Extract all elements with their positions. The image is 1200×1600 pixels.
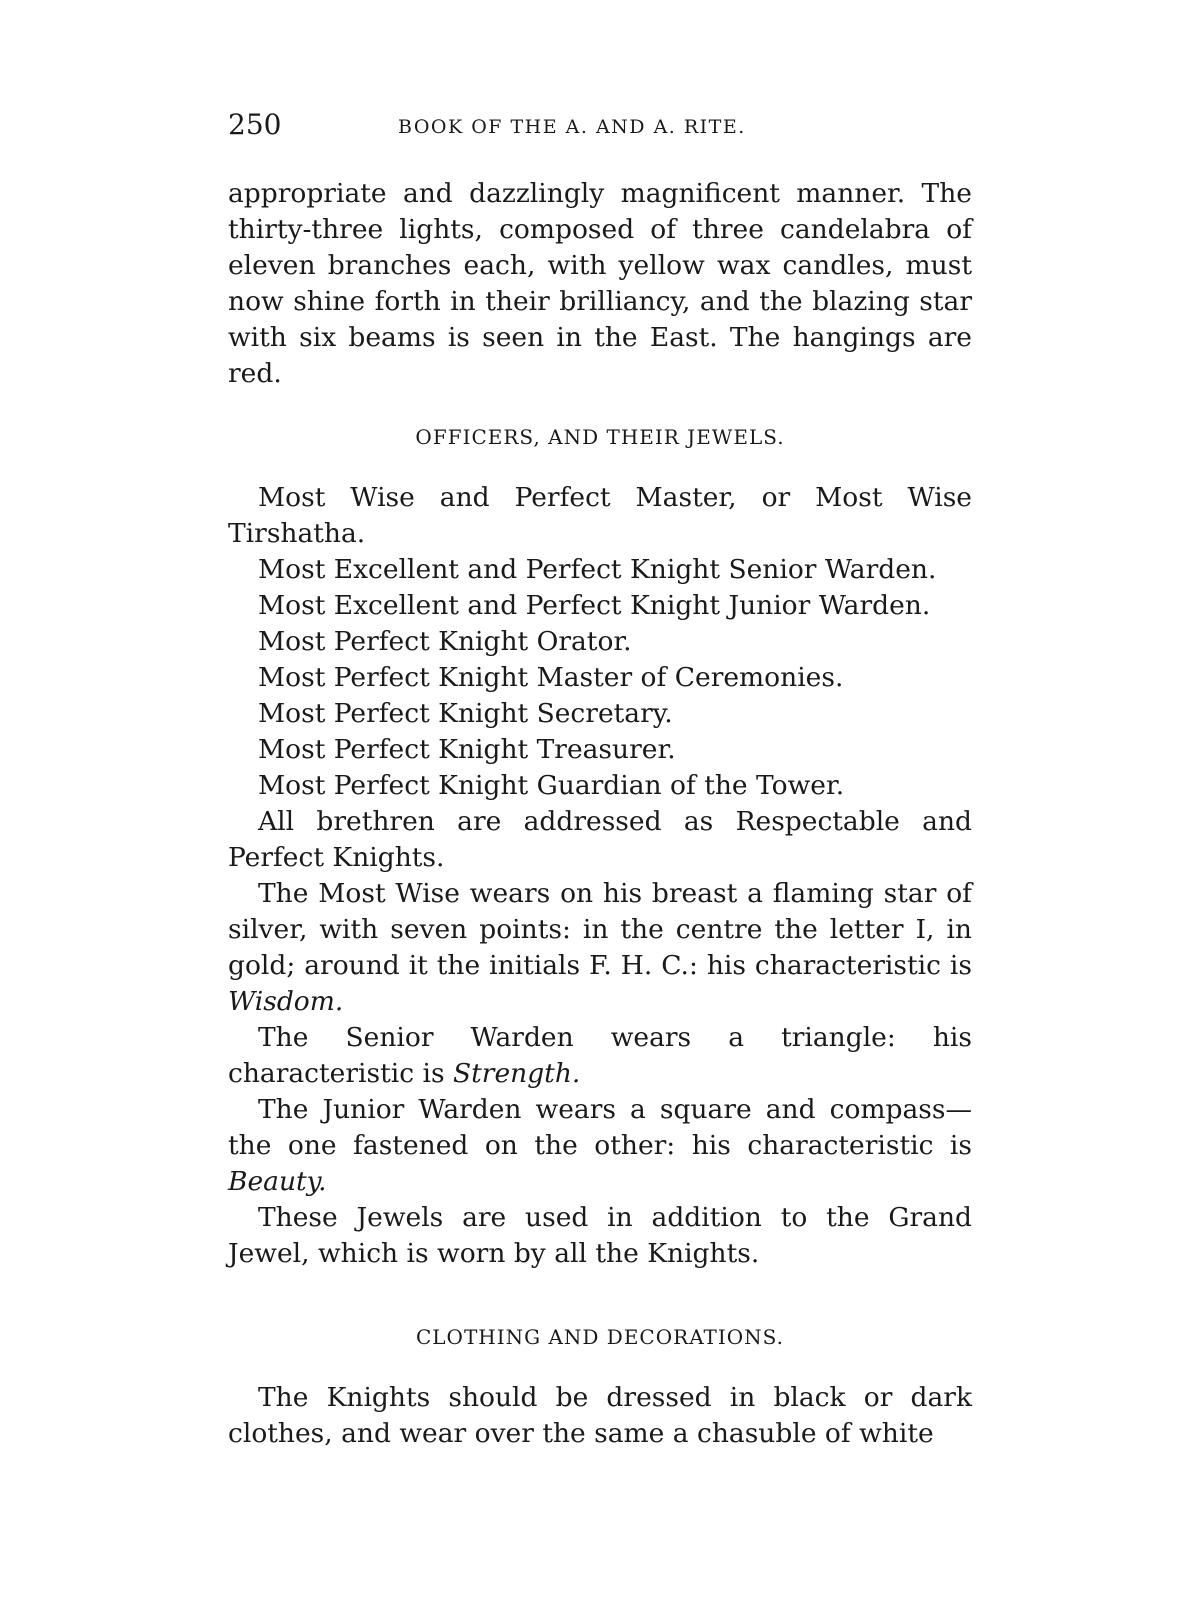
brethren-paragraph: All brethren are addressed as Respectable and Perfect Knights. — [228, 806, 972, 873]
officers-heading: OFFICERS, AND THEIR JEWELS. — [415, 425, 785, 449]
senior-warden-jewel-text: The Senior Warden wears a triangle: his characteristic is — [228, 1022, 972, 1089]
officer-line: Most Excellent and Perfect Knight Senior Warden. — [258, 554, 937, 585]
officer-line: Most Wise and Perfect Master, or Most Wise Tirshatha. — [228, 482, 972, 549]
most-wise-characteristic: Wisdom. — [228, 986, 344, 1017]
most-wise-jewel-paragraph — [228, 876, 972, 1020]
officer-line: Most Perfect Knight Guardian of the Tower. — [258, 770, 845, 801]
junior-warden-jewel-text: The Junior Warden wears a square and compass—the one fastened on the other: his characteristic is — [228, 1094, 972, 1161]
officer-line: Most Perfect Knight Master of Ceremonies. — [258, 662, 844, 693]
page-body — [228, 176, 972, 1452]
senior-warden-jewel-paragraph — [228, 1020, 972, 1092]
intro-paragraph: appropriate and dazzlingly magnificent manner. The thirty-three lights, composed of three candelabra of eleven branches each, with yellow wax candles, must now shine forth in their brilliancy, and the blazing star with six beams is seen in the East. The hangings are red. — [228, 178, 972, 389]
page-header — [228, 108, 958, 148]
grand-jewel-paragraph: These Jewels are used in addition to the Grand Jewel, which is worn by all the Knights. — [228, 1202, 972, 1269]
officer-line: Most Perfect Knight Secretary. — [258, 698, 673, 729]
junior-warden-characteristic: Beauty. — [228, 1166, 327, 1197]
page-number: 250 — [228, 108, 282, 141]
running-head: BOOK OF THE A. AND A. RITE. — [398, 116, 746, 138]
officer-line: Most Perfect Knight Orator. — [258, 626, 632, 657]
senior-warden-characteristic: Strength. — [452, 1058, 581, 1089]
clothing-paragraph: The Knights should be dressed in black or dark clothes, and wear over the same a chasuble of white — [228, 1382, 972, 1449]
officer-line: Most Excellent and Perfect Knight Junior Warden. — [258, 590, 931, 621]
junior-warden-jewel-paragraph — [228, 1092, 972, 1200]
clothing-heading: CLOTHING AND DECORATIONS. — [415, 1325, 785, 1349]
most-wise-jewel-text: The Most Wise wears on his breast a flaming star of silver, with seven points: in the centre the letter I, in gold; around it the initials F. H. C.: his characteristic is — [228, 878, 972, 981]
officer-line: Most Perfect Knight Treasurer. — [258, 734, 676, 765]
